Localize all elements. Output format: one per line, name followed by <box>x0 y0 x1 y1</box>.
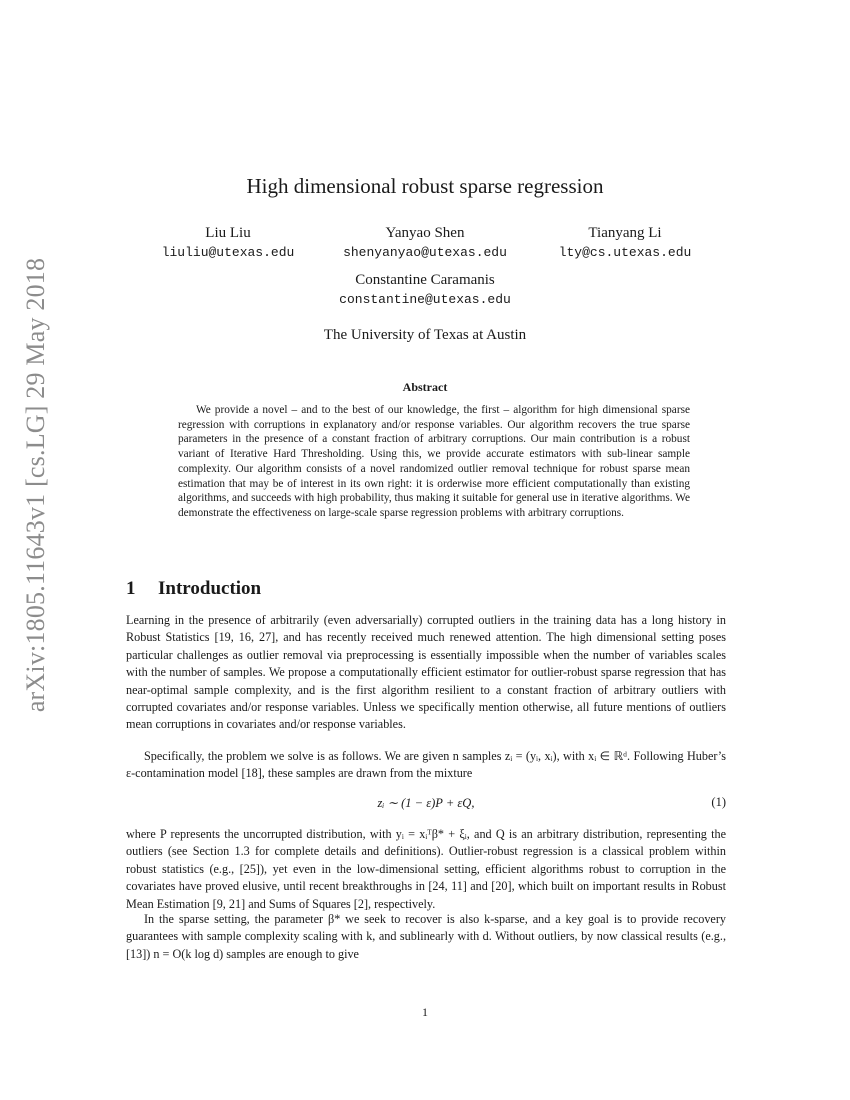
section-number: 1 <box>126 578 136 599</box>
author-block-2 <box>330 223 520 263</box>
abstract-heading: Abstract <box>402 380 448 394</box>
affiliation: The University of Texas at Austin <box>323 327 527 343</box>
equation-1 <box>126 795 726 813</box>
author-name: Constantine Caramanis <box>355 272 495 288</box>
equation-body: zᵢ ∼ (1 − ε)P + εQ, <box>377 796 475 810</box>
abstract-text: We provide a novel – and to the best of our knowledge, the first – algorithm for high dimensional sparse regression with corruptions in explanatory and/or response variables. Our algorithm recovers the true sparse parameters in the presence of a constant fraction of arbitrary corruptions. Our main contribution is a robust variant of Iterative Hard Thresholding. Using this, we provide accurate estimators with sub-linear sample complexity. Our algorithm consists of a novel randomized outlier removal technique for robust sparse mean estimation that may be of interest in its own right: it is orderwise more efficient computationally than existing algorithms, and succeeds with high probability, thus making it suitable for general use in iterative algorithms. We demonstrate the effectiveness on large-scale sparse regression problems with arbitrary corruptions. <box>178 404 690 519</box>
section-heading <box>126 578 261 600</box>
author-name: Liu Liu <box>205 225 251 241</box>
author-email: shenyanyao@utexas.edu <box>343 245 507 260</box>
author-email: lty@cs.utexas.edu <box>558 245 692 260</box>
paragraph-1: Learning in the presence of arbitrarily (even adversarially) corrupted outliers in the training data has a long history in Robust Statistics [19, 16, 27], and has recently received much renewed attention. The high dimensional setting poses particular challenges as outlier removal via preprocessing is essentially impossible when the number of variables scales with the number of samples. We propose a computationally efficient estimator for outlier-robust sparse regression that has near-optimal sample complexity, and is the first algorithm resilient to a constant fraction of arbitrary outliers with corrupted covariates and/or response variables. Unless we specifically mention otherwise, all future mentions of outliers mean corruptions in covariates and/or response variables. <box>126 613 726 732</box>
paragraph-3: where P represents the uncorrupted distribution, with yᵢ = xᵢᵀβ* + ξᵢ, and Q is an arbitrary distribution, representing the outliers (see Section 1.3 for complete details and definitions). Outlier-robust regression is a classical problem within robust statistics (e.g., [25]), yet even in the low-dimensional setting, efficient algorithms robust to corruption in the covariates have proved elusive, until recent breakthroughs in [24, 11] and [20], which built on important results in Robust Mean Estimation [9, 21] and Sums of Squares [2], respectively. <box>126 827 726 911</box>
author-email: constantine@utexas.edu <box>339 292 511 307</box>
author-name: Tianyang Li <box>588 225 662 241</box>
arxiv-sidebar <box>14 257 58 713</box>
author-name: Yanyao Shen <box>385 225 465 241</box>
section-title: Introduction <box>158 578 262 599</box>
author-block-1 <box>158 223 298 263</box>
equation-number: (1) <box>711 795 726 809</box>
paragraph-4: In the sparse setting, the parameter β* we seek to recover is also k-sparse, and a key goal is to provide recovery guarantees with sample complexity scaling with k, and sublinearly with d. Without outliers, by now classical results (e.g., [13]) n = O(k log d) samples are enough to give <box>126 912 726 961</box>
paragraph-2: Specifically, the problem we solve is as follows. We are given n samples zᵢ = (yᵢ, xᵢ), with xᵢ ∈ ℝᵈ. Following Huber’s ε-contamination model [18], these samples are drawn from the mixture <box>126 749 726 781</box>
author-block-3 <box>545 223 705 263</box>
paper-title: High dimensional robust sparse regression <box>246 174 604 198</box>
arxiv-identifier: arXiv:1805.11643v1 [cs.LG] 29 May 2018 <box>21 257 51 713</box>
page-number: 1 <box>422 1005 428 1019</box>
author-block-4 <box>325 270 525 310</box>
author-email: liuliu@utexas.edu <box>161 245 295 260</box>
